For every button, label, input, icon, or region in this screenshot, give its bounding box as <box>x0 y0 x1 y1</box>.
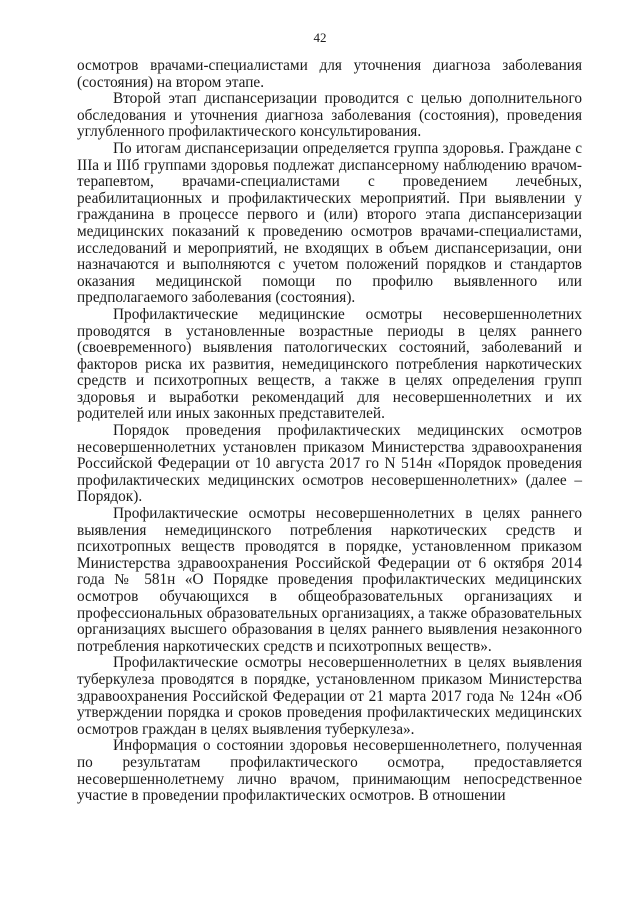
paragraph-second-stage: Второй этап диспансеризации проводится с целью дополнительного обследования и уточнения диагноза заболевания (состояния), проведения углубленного профилактического консультирования. <box>77 90 582 141</box>
paragraph-tuberculosis: Профилактические осмотры несовершеннолетних в целях выявления туберкулеза проводятся в порядке, установленном приказом Министерства здравоохранения Российской Федерации от 21 марта 2017 года № 124н «Об утверждении порядка и сроков проведения профилактических медицинских осмотров граждан в целях выявления туберкулеза». <box>77 654 582 738</box>
paragraph-health-information: Информация о состоянии здоровья несовершеннолетнего, полученная по результатам профилактического осмотра, предоставляется несовершеннолетнему лично врачом, принимающим непосредственное участие в проведении профилактических осмотров. В отношении <box>77 737 582 805</box>
paragraph-drug-screening: Профилактические осмотры несовершеннолетних в целях раннего выявления немедицинского потребления наркотических средств и психотропных веществ проводятся в порядке, установленном приказом Министерства здравоохранения Российской Федерации от 6 октября 2014 года № 581н «О Порядке проведения профилактических медицинских осмотров обучающихся в общеобразовательных организациях и профессиональных образовательных организациях, а также образовательных организациях высшего образования в целях раннего выявления незаконного потребления наркотических средств и психотропных веществ». <box>77 505 582 655</box>
paragraph-health-group: По итогам диспансеризации определяется группа здоровья. Граждане с IIIа и IIIб группами здоровья подлежат диспансерному наблюдению врачом-терапевтом, врачами-специалистами с проведением лечебных, реабилитационных и профилактических мероприятий. При выявлении у гражданина в процессе первого и (или) второго этапа диспансеризации медицинских показаний к проведению осмотров врачами-специалистами, исследований и мероприятий, не входящих в объем диспансеризации, они назначаются и выполняются с учетом положений порядков и стандартов оказания медицинской помощи по профилю выявленного или предполагаемого заболевания (состояния). <box>77 139 582 307</box>
page-number: 42 <box>313 30 327 45</box>
paragraph-preventive-exams: Профилактические медицинские осмотры несовершеннолетних проводятся в установленные возрастные периоды в целях раннего (своевременного) выявления патологических состояний, заболеваний и факторов риска их развития, немедицинского потребления наркотических средств и психотропных веществ, а также в целях определения групп здоровья и выработки рекомендаций для несовершеннолетних и их родителей или иных законных представителей. <box>77 305 582 423</box>
paragraph-procedure-order: Порядок проведения профилактических медицинских осмотров несовершеннолетних установлен приказом Министерства здравоохранения Российской Федерации от 10 августа 2017 го N 514н «Порядок проведения профилактических медицинских осмотров несовершеннолетних» (далее – Порядок). <box>77 422 582 506</box>
document-body <box>77 58 582 805</box>
paragraph-continuation: осмотров врачами-специалистами для уточнения диагноза заболевания (состояния) на втором этапе. <box>77 57 582 91</box>
